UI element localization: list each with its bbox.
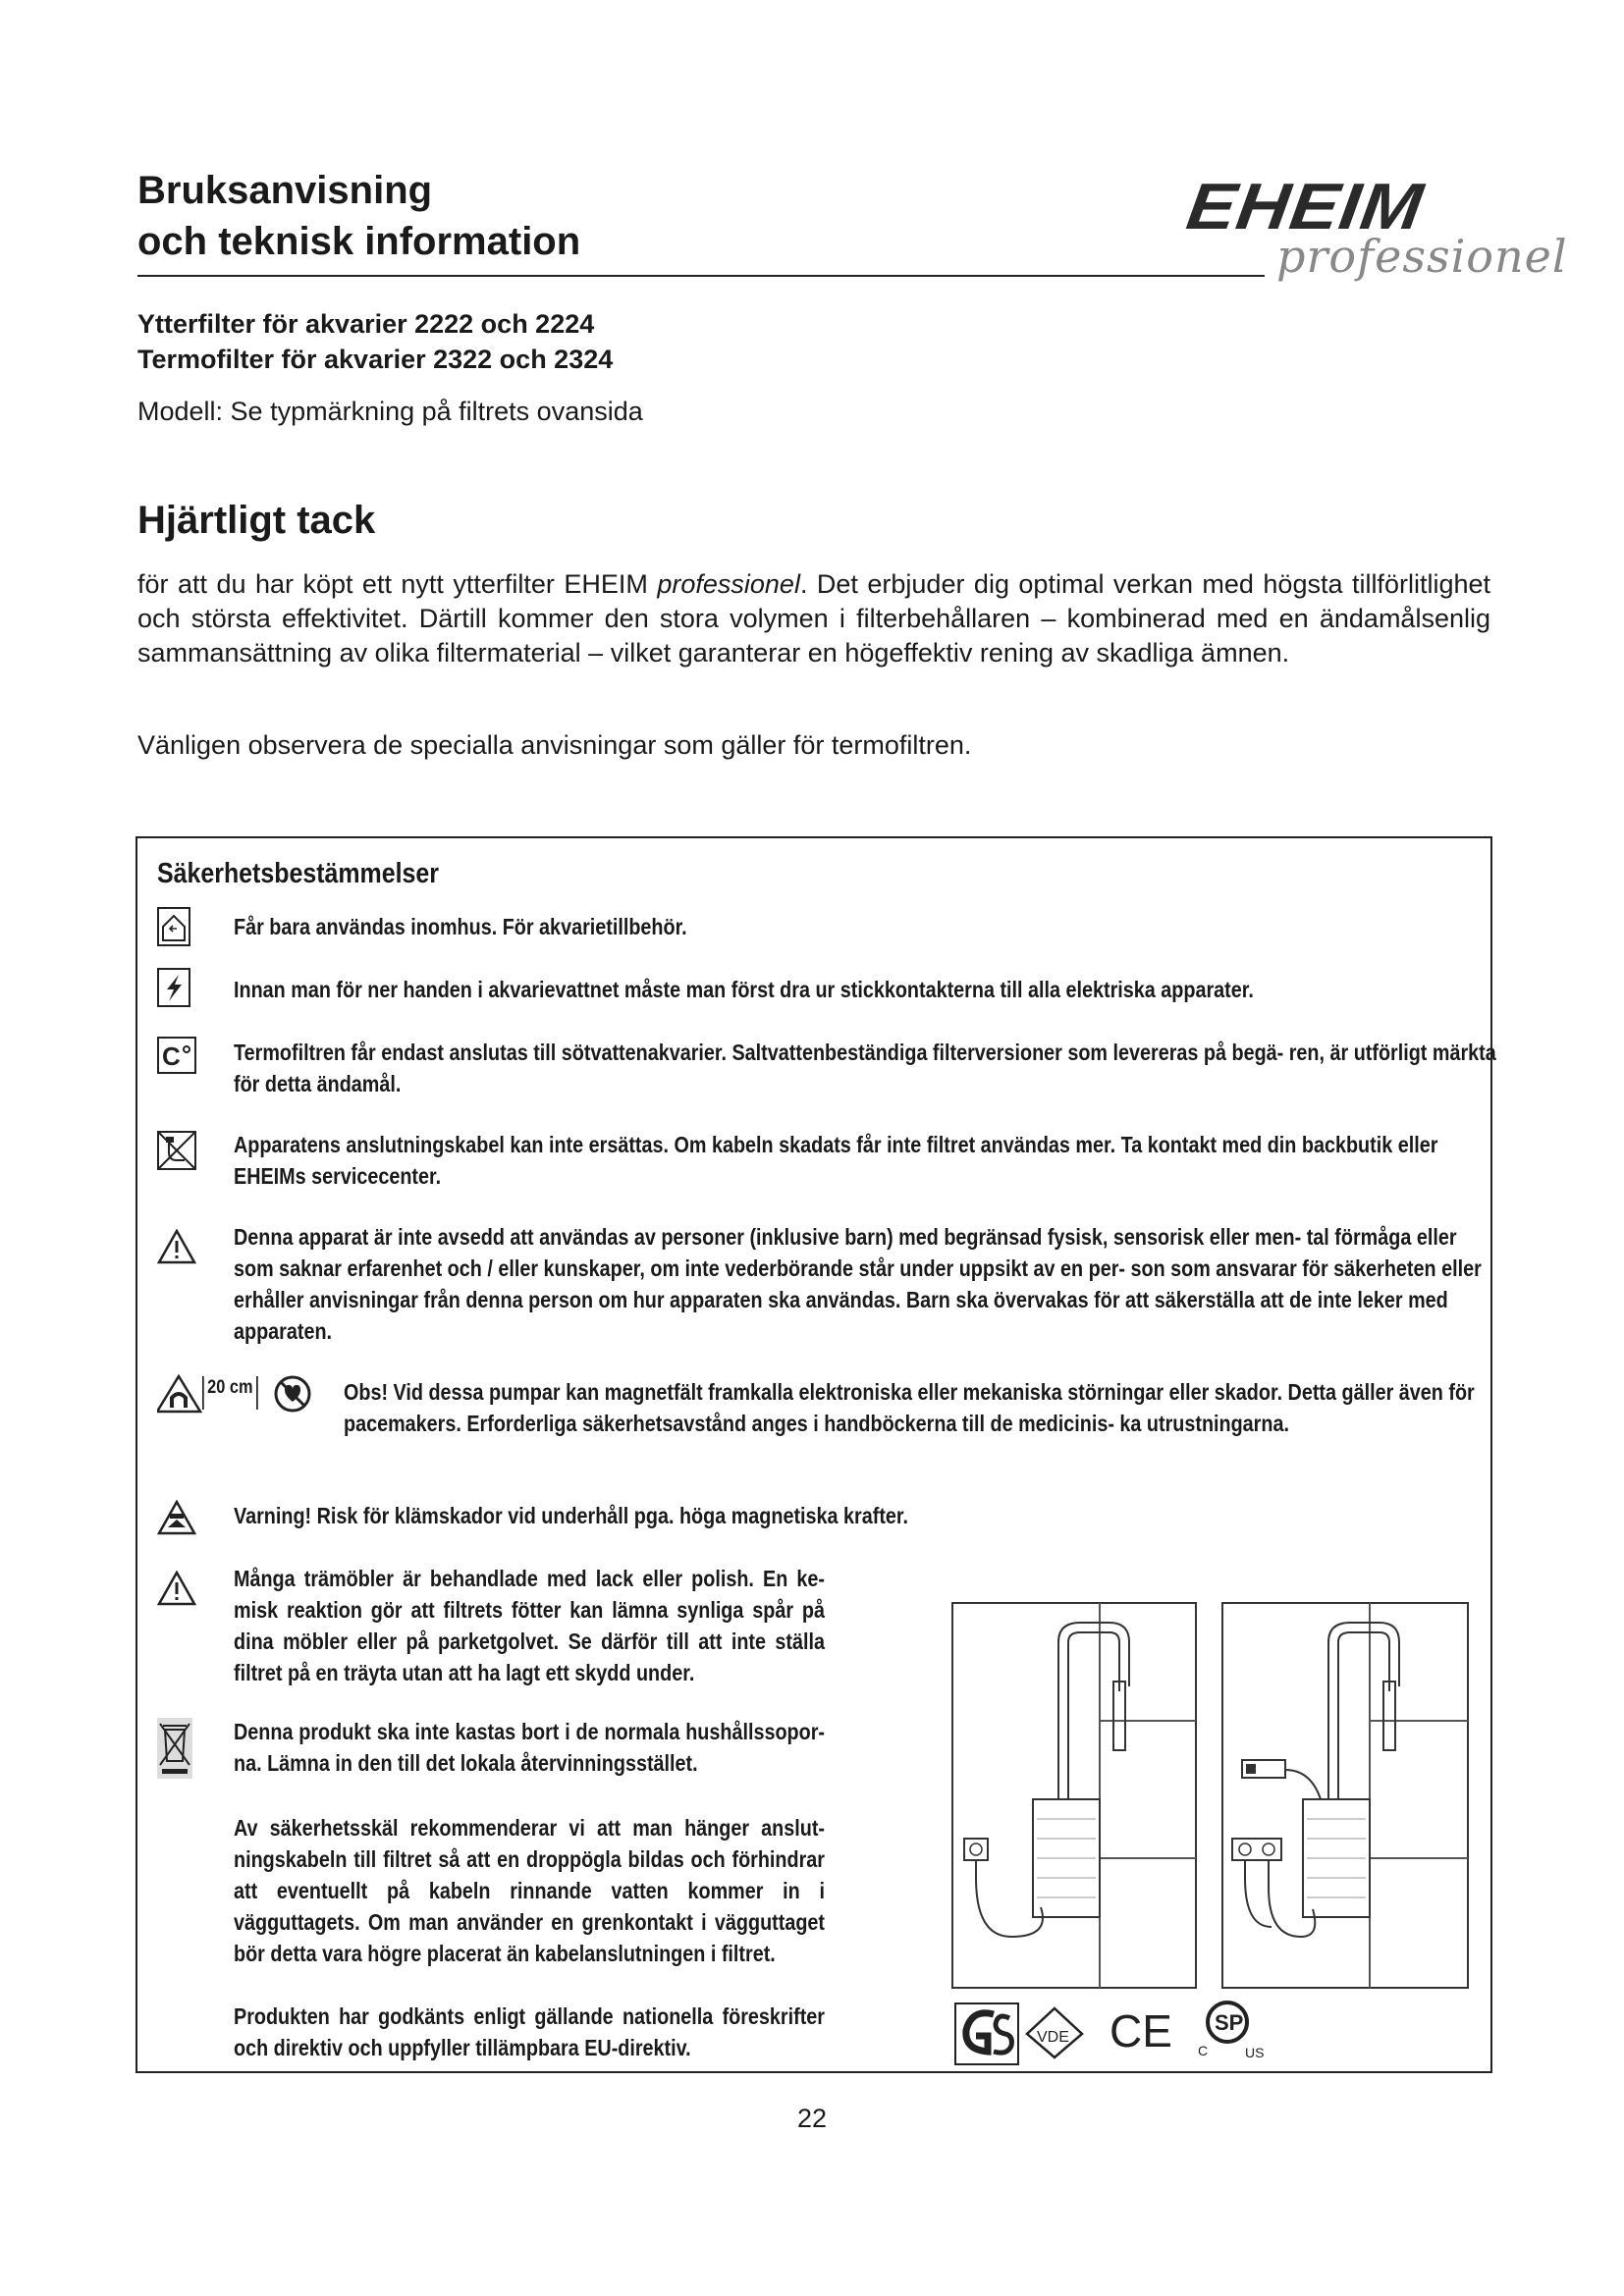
safety-distance: 20 cm	[202, 1376, 258, 1410]
model-note: Modell: Se typmärkning på filtrets ovansida	[137, 397, 643, 426]
safety-title: Säkerhetsbestämmelser	[157, 858, 439, 889]
safety-item-2: Termofiltren får endast anslutas till sötvattenakvarier. Saltvattenbeständiga filterversioner som levereras på begä- ren, är utförligt märkta för detta ändamål.	[234, 1040, 1496, 1096]
safety-item-8: Denna produkt ska inte kastas bort i de normala hushållssopor- na. Lämna in den till det lokala återvinningsstället.	[234, 1719, 825, 1776]
product-lines	[137, 306, 613, 377]
eheim-logo	[1182, 169, 1568, 296]
safety-item-6: Varning! Risk för klämskador vid underhåll pga. höga magnetiska krafter.	[234, 1503, 909, 1528]
title-line-1: Bruksanvisning	[137, 169, 433, 212]
title-rule	[137, 275, 1265, 277]
cable-crossed-icon	[157, 1131, 196, 1170]
page-number: 22	[796, 2104, 828, 2133]
weee-bin-icon	[157, 1718, 192, 1779]
csa-us: US	[1245, 2045, 1265, 2060]
thanks-heading: Hjärtligt tack	[137, 499, 376, 542]
thermo-note: Vänligen observera de specialla anvisningar som gäller för termofiltren.	[137, 730, 972, 760]
csa-c: C	[1198, 2043, 1209, 2058]
safety-item-9: Av säkerhetsskäl rekommenderar vi att man hänger anslut- ningskabeln till filtret så att en droppögla bildas och förhindrar att eventuellt på kabeln rinnande vatten kommer in i vägguttagets. Om man använder en grenkontakt i vägguttaget bör detta vara högre placerat än kabelanslutningen i filtret.	[234, 1815, 825, 1966]
warning-icon	[157, 1229, 196, 1264]
crush-warning-icon	[157, 1500, 196, 1535]
product-line-1: Ytterfilter för akvarier 2222 och 2224	[137, 309, 595, 339]
safety-item-3: Apparatens anslutningskabel kan inte ersättas. Om kabeln skadats får inte filtret användas mer. Ta kontakt med din backbutik eller EHEIMs servicecenter.	[234, 1132, 1438, 1189]
thanks-text-a: för att du har köpt ett nytt ytterfilter EHEIM	[137, 569, 658, 599]
safety-item-0: Får bara användas inomhus. För akvarietillbehör.	[234, 914, 687, 939]
pacemaker-prohibited-icon	[273, 1374, 312, 1414]
warning-icon	[157, 1571, 196, 1606]
page-title	[137, 165, 580, 267]
csa-text: SP	[1215, 2010, 1244, 2035]
magnet-warning-icon	[157, 1374, 204, 1414]
gs-mark-icon	[954, 2002, 1019, 2065]
csa-mark-icon	[1198, 1997, 1267, 2061]
vde-mark-icon	[1025, 2006, 1084, 2059]
celsius-icon	[157, 1037, 196, 1074]
brand-wordmark: EHEIM	[1182, 169, 1429, 243]
brand-sub: professionel	[1276, 230, 1568, 283]
product-line-2: Termofilter för akvarier 2322 och 2324	[137, 345, 614, 374]
safety-item-5: Obs! Vid dessa pumpar kan magnetfält framkalla elektroniska eller mekaniska störningar eller skador. Detta gäller även för pacemakers. Erforderliga säkerhetsavstånd anges i handböckerna till de medicinis- ka utrustningarna.	[344, 1379, 1475, 1436]
lightning-icon	[157, 968, 190, 1007]
svg-text:C: C	[162, 1041, 181, 1071]
safety-item-1: Innan man för ner handen i akvarievattnet måste man först dra ur stickkontakterna till alla elektriska apparater.	[234, 977, 1254, 1002]
installation-illustration-multi	[1221, 1602, 1469, 1989]
indoor-house-icon	[157, 907, 190, 946]
ce-mark: CE	[1110, 2005, 1172, 2056]
thanks-text-italic: professionel	[657, 569, 800, 599]
thanks-paragraph	[137, 567, 1490, 670]
vde-text: VDE	[1037, 2029, 1069, 2046]
safety-box	[135, 836, 1496, 2073]
title-line-2: och teknisk information	[137, 220, 581, 263]
safety-item-4: Denna apparat är inte avsedd att användas av personer (inklusive barn) med begränsad fysisk, sensorisk eller men- tal förmåga eller som saknar erfarenhet och / eller kunskaper, om inte vederbörande står under uppsikt av en per- son som ansvarar för säkerheten eller erhåller anvisningar från denna person om hur apparaten ska användas. Barn ska övervakas för att säkerställa att de inte leker med apparaten.	[234, 1224, 1482, 1344]
safety-item-10: Produkten har godkänts enligt gällande nationella föreskrifter och direktiv och uppfyller tillämpbara EU-direktiv.	[234, 2003, 825, 2060]
safety-item-7: Många trämöbler är behandlade med lack eller polish. En ke- misk reaktion gör att filtrets fötter kan lämna synliga spår på dina möbler eller på parketgolvet. Se därför till att inte ställa filtret på en träyta utan att ha lagt ett skydd under.	[234, 1566, 825, 1685]
thanks-text-b: . Det erbjuder dig optimal verkan med högsta tillförlitlighet och största effektivitet. Därtill kommer den stora volymen i filterbehållaren – kombinerad med en ändamålsenlig sammansättning av olika filtermaterial – vilket garanterar en högeffektiv rening av skadliga ämnen.	[137, 569, 1490, 667]
installation-illustration-single	[951, 1602, 1197, 1989]
